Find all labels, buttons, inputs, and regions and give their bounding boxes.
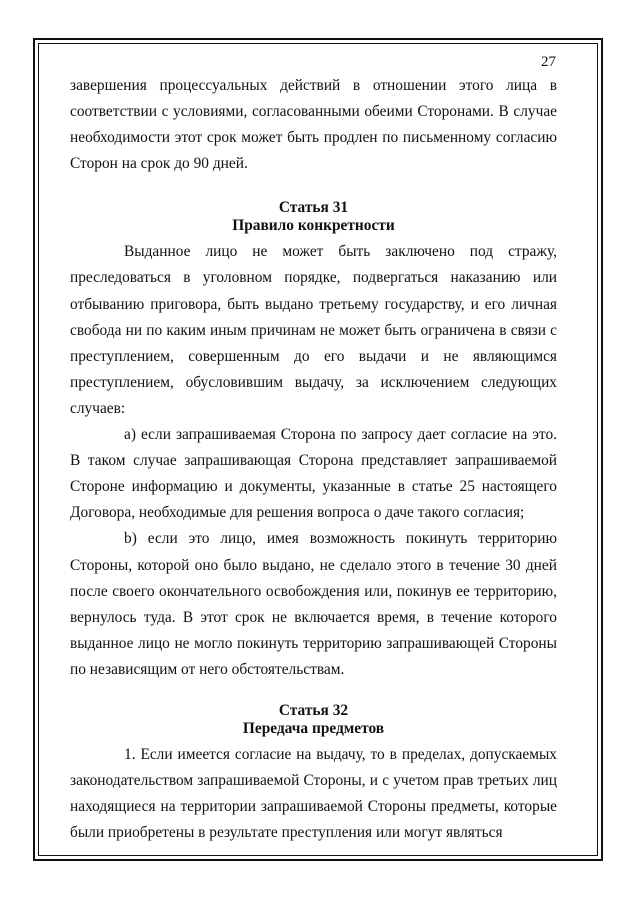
article-31-paragraph-1: Выданное лицо не может быть заключено под стражу, преследоваться в уголовном порядке, подвергаться наказанию или отбыванию приговора, быть выдано третьему государству, и его личная свобода ни по каким иным причинам не может быть ограничена в связи с преступлением, совершенным до его выдачи и не являющимся преступлением, обусловившим выдачу, за исключением следующих случаев: bbox=[70, 243, 557, 417]
article-31-title: Статья 31 bbox=[278, 199, 349, 217]
article-31-paragraph-b: b) если это лицо, имея возможность покинуть территорию Стороны, которой оно было выдано, не сделало этого в течение 30 дней после своего окончательного освобождения или, покинув ее территорию, вернулось туда. В этот срок не включается время, в течение которого выданное лицо не могло покинуть территорию запрашивающей Стороны по независящим от него обстоятельствам. bbox=[70, 530, 557, 678]
article-31-name: Правило конкретности bbox=[232, 217, 395, 235]
page-number: 27 bbox=[541, 54, 556, 70]
article-32-paragraph-1: 1. Если имеется согласие на выдачу, то в пределах, допускаемых законодательством запрашиваемой Стороны, и с учетом прав третьих лиц находящиеся на территории запрашиваемой Стороны предметы, которые были приобретены в результате преступления или могут являться bbox=[70, 745, 557, 842]
article-31-paragraph-a: а) если запрашиваемая Сторона по запросу дает согласие на это. В таком случае запрашивающая Сторона представляет запрашиваемой Стороне информацию и документы, указанные в статье 25 настоящего Договора, необходимые для решения вопроса о даче такого согласия; bbox=[70, 426, 557, 522]
document-body bbox=[70, 73, 557, 846]
article-32-title: Статья 32 bbox=[278, 701, 349, 719]
continuation-paragraph: завершения процессуальных действий в отношении этого лица в соответствии с условиями, согласованными обеими Сторонами. В случае необходимости этот срок может быть продлен по письменному согласию Сторон на срок до 90 дней. bbox=[70, 77, 557, 173]
article-32-name: Передача предметов bbox=[242, 719, 385, 737]
